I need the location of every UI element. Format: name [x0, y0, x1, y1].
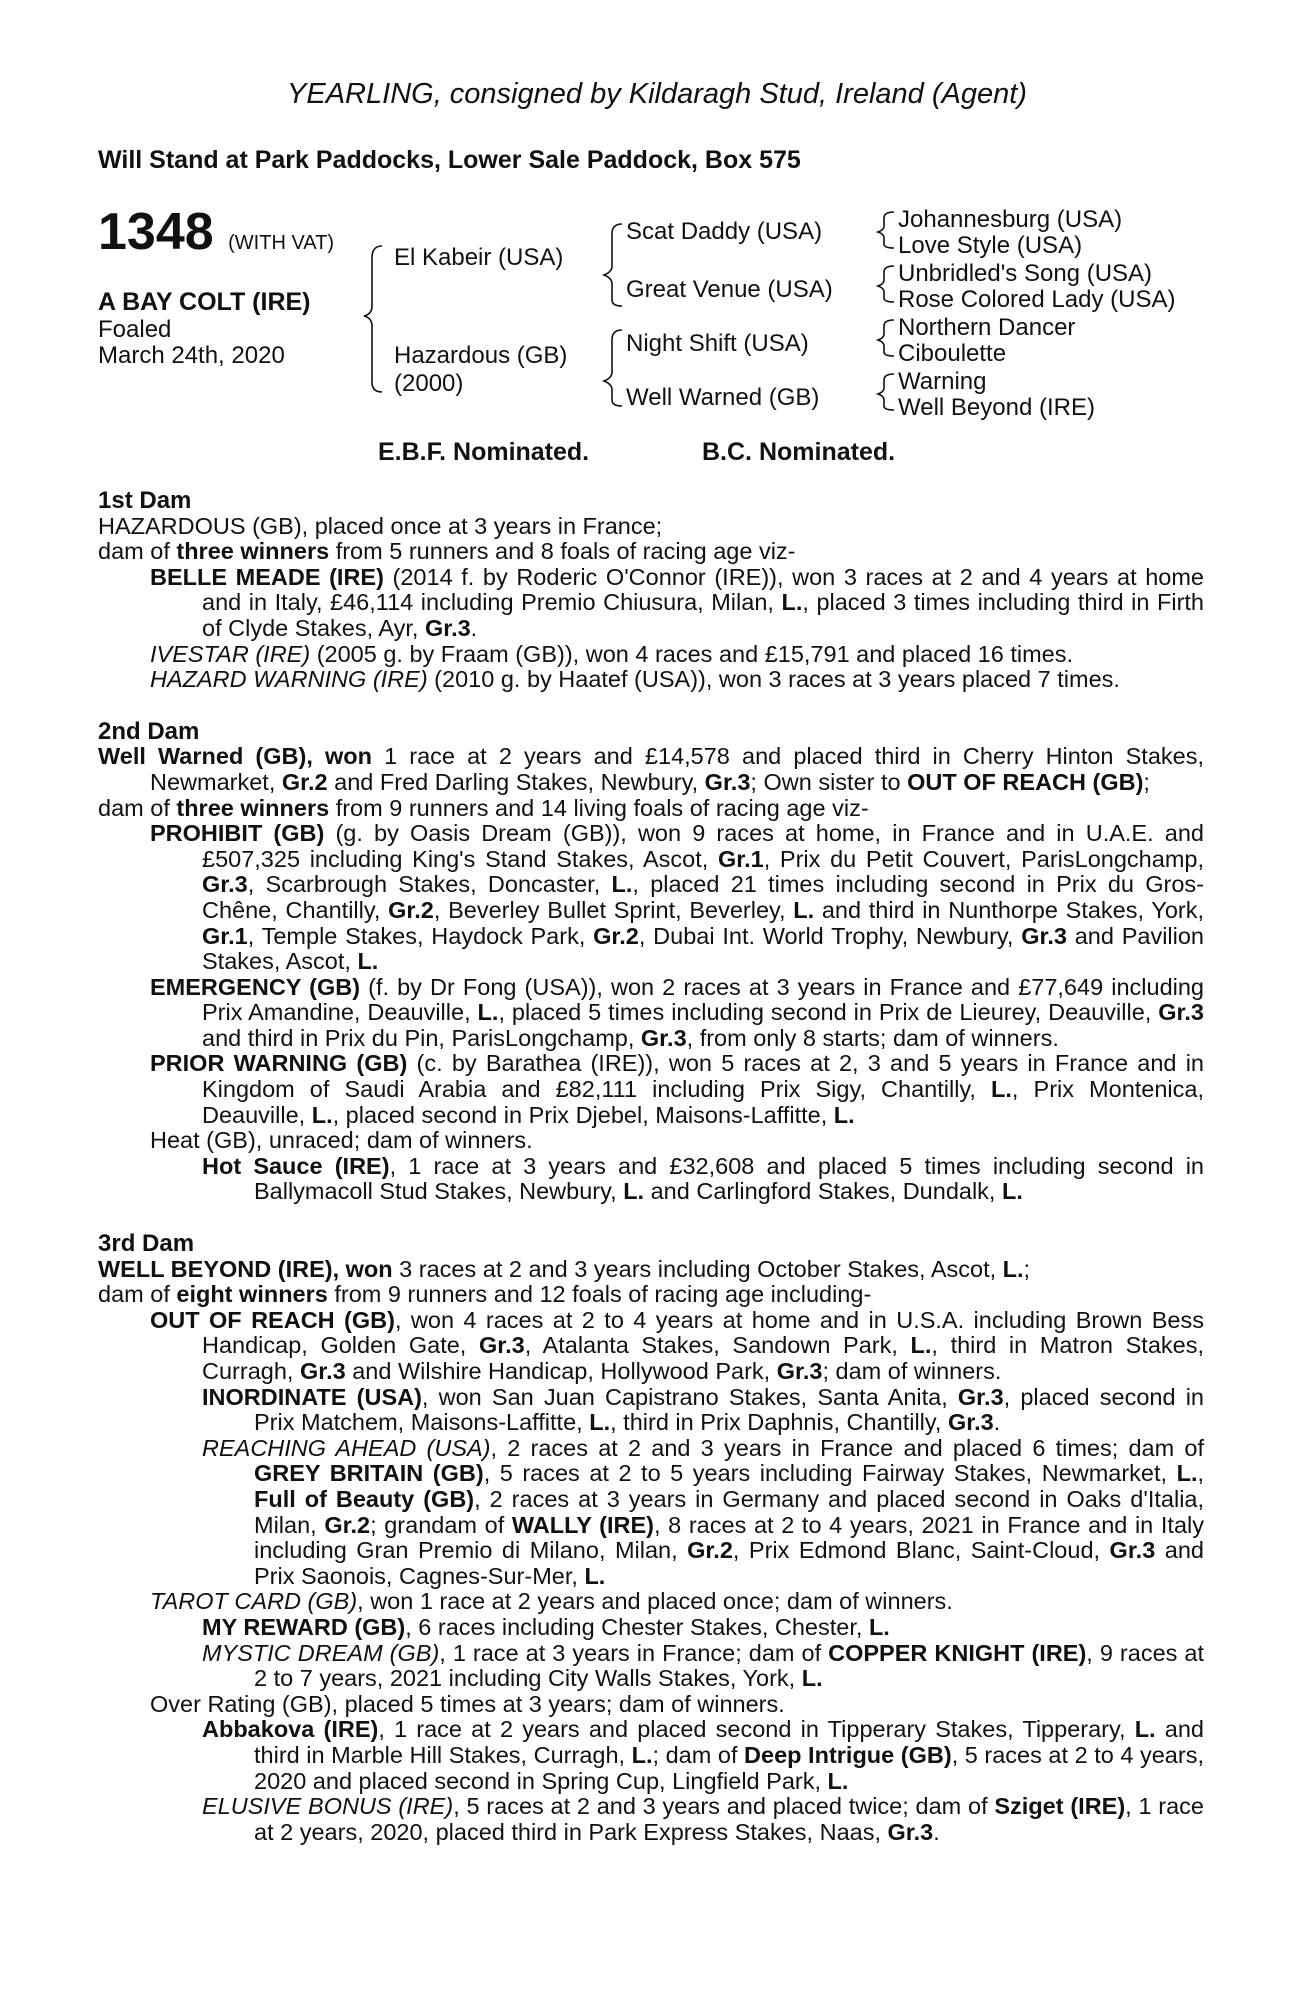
produce-my-reward [202, 1615, 1204, 1641]
horse-name: WELL BEYOND (IRE) [98, 1255, 333, 1282]
produce-hazard-warning [150, 667, 1204, 693]
text: , 6 races including Chester Stakes, Chester, [405, 1613, 869, 1640]
second-dam-record [98, 744, 1204, 795]
bc-nomination: B.C. Nominated. [702, 438, 896, 466]
winners-count: three winners [176, 538, 330, 565]
text: , won San Juan Capistrano Stakes, Santa Anita, [421, 1383, 958, 1410]
produce-abbakova [202, 1717, 1204, 1794]
horse-name: MYSTIC DREAM (GB) [202, 1639, 440, 1666]
horse-name: BELLE MEADE (IRE) [150, 563, 384, 590]
produce-elusive-bonus [202, 1794, 1204, 1845]
text: , 9 races at 2 to 7 years, 2021 including City Walls Stakes, York, [254, 1639, 1204, 1692]
horse-name: ELUSIVE BONUS (IRE) [202, 1793, 454, 1820]
produce-belle-meade [150, 565, 1204, 642]
text: ; [1143, 768, 1150, 795]
horse-name: Sziget (IRE) [994, 1793, 1126, 1820]
text: from 9 runners and 12 foals of racing age including- [327, 1281, 872, 1308]
race-grade: L. [1176, 1460, 1198, 1487]
race-grade: L. [991, 1076, 1012, 1103]
bracket-ss [878, 212, 894, 248]
race-grade: Gr.3 [478, 1332, 525, 1359]
horse-name: GREY BRITAIN (GB) [254, 1460, 484, 1487]
race-grade: Gr.3 [299, 1358, 346, 1384]
horse-name: Full of Beauty (GB) [254, 1485, 475, 1512]
text: and Fred Darling Stakes, Newbury, [327, 768, 705, 795]
race-grade: L. [589, 1409, 611, 1436]
bracket-dam [604, 330, 622, 406]
race-grade: Gr.2 [593, 922, 639, 949]
race-grade: Gr.3 [202, 871, 248, 898]
pedigree-dam-sire: Night Shift (USA) [626, 330, 809, 357]
text: , Prix Edmond Blanc, Saint-Cloud, [732, 1537, 1110, 1564]
text: ; dam of [652, 1741, 745, 1768]
race-grade: Gr.3 [424, 614, 471, 641]
horse-name: REACHING AHEAD (USA) [202, 1434, 491, 1461]
text: and third in Prix du Pin, ParisLongchamp, [202, 1024, 641, 1051]
first-dam-produce-line [98, 539, 1204, 565]
race-grade: L. [477, 999, 499, 1026]
horse-name: EMERGENCY (GB) [150, 973, 361, 1000]
text: , 1 race at 3 years in France; dam of [439, 1639, 829, 1666]
race-grade: Gr.3 [776, 1358, 823, 1384]
race-grade: L. [584, 1562, 606, 1589]
foaled-label: Foaled [98, 316, 172, 343]
race-grade: L. [357, 948, 379, 975]
text: , placed second in Prix Matchem, Maisons-Laffitte, [254, 1383, 1204, 1436]
race-grade: L. [793, 896, 815, 923]
pedigree-dam-year: (2000) [394, 370, 464, 397]
winners-count: three winners [176, 794, 330, 821]
text: , third in Matron Stakes, Curragh, [202, 1332, 1204, 1384]
race-grade: Gr.2 [687, 1537, 733, 1564]
horse-name: PROHIBIT (GB) [150, 820, 325, 847]
text: from 5 runners and 8 foals of racing age viz- [329, 538, 796, 565]
bracket-sd [878, 266, 894, 302]
text: , 5 races at 2 to 5 years including Fairway Stakes, Newmarket, [483, 1460, 1177, 1487]
race-grade: Gr.2 [281, 768, 328, 795]
text: (g. by Oasis Dream (GB)), won 9 races at home, in France and in U.A.E. and £507,325 including King's Stand Stakes, Ascot, [202, 820, 1204, 872]
produce-mystic-dream [202, 1641, 1204, 1692]
winners-count: eight winners [176, 1281, 328, 1308]
text: , placed 21 times including second in Prix du Gros-Chêne, Chantilly, [202, 871, 1204, 923]
horse-name: Deep Intrigue (GB) [744, 1741, 952, 1768]
text: and Carlingford Stakes, Dundalk, [644, 1178, 1002, 1205]
lot-number-value: 1348 [98, 203, 214, 261]
horse-name: INORDINATE (USA) [202, 1383, 422, 1410]
text: , Beverley Bullet Sprint, Beverley, [433, 896, 794, 923]
text: . [993, 1409, 1001, 1436]
text: , won 1 race at 2 years and placed once; dam of winners. [357, 1588, 953, 1615]
produce-over-rating: Over Rating (GB), placed 5 times at 3 years; dam of winners. [150, 1690, 785, 1717]
text: dam of [98, 794, 177, 821]
text: , won [306, 743, 372, 770]
first-dam-heading: 1st Dam [98, 487, 192, 514]
pedigree-dam-dam: Well Warned (GB) [626, 384, 820, 411]
pedigree-dam: Hazardous (GB) [394, 342, 568, 369]
horse-name: MY REWARD (GB) [202, 1613, 406, 1640]
text: and Wilshire Handicap, Hollywood Park, [345, 1358, 777, 1384]
text: . [933, 1818, 940, 1845]
pedigree-sd-sire: Unbridled's Song (USA) [898, 260, 1153, 287]
race-grade: L. [827, 1767, 849, 1794]
text: (2010 g. by Haatef (USA)), won 3 races at 3 years placed 7 times. [427, 666, 1120, 693]
race-grade: L. [910, 1332, 932, 1359]
text: (c. by Barathea (IRE)), won 5 races at 2, 3 and 5 years in France and in Kingdom of Saudi Arabia and £82,111 including Prix Sigy, Chantilly, [202, 1050, 1204, 1103]
race-grade: L. [868, 1613, 890, 1640]
race-grade: L. [311, 1101, 333, 1128]
text: from 9 runners and 14 living foals of racing age viz- [329, 794, 869, 821]
stand-location: Will Stand at Park Paddocks, Lower Sale Paddock, Box 575 [98, 146, 801, 174]
section-gap [98, 1205, 1204, 1231]
text: ; dam of winners. [822, 1358, 1002, 1384]
race-grade: L. [1134, 1716, 1156, 1743]
text: ; Own sister to [750, 768, 908, 795]
produce-hot-sauce [202, 1154, 1204, 1205]
horse-name: Abbakova (IRE) [202, 1716, 379, 1743]
produce-out-of-reach [150, 1308, 1204, 1385]
race-grade: Gr.3 [704, 768, 751, 795]
horse-name: WALLY (IRE) [511, 1511, 654, 1538]
pedigree-ds-dam: Ciboulette [898, 340, 1007, 367]
text: , 2 races at 3 years in Germany and placed second in Oaks d'Italia, Milan, [254, 1485, 1205, 1538]
foaled-date: March 24th, 2020 [98, 342, 285, 369]
third-dam-produce-line [98, 1282, 1204, 1308]
race-grade: L. [1002, 1255, 1024, 1282]
produce-tarot-card [150, 1589, 1204, 1615]
pedigree-sire: El Kabeir (USA) [394, 244, 564, 271]
text: , 5 races at 2 and 3 years and placed twice; dam of [453, 1793, 995, 1820]
text: , from only 8 starts; dam of winners. [686, 1024, 1059, 1051]
text: . [470, 614, 478, 641]
text: , Scarbrough Stakes, Doncaster, [247, 871, 612, 898]
text: ; grandam of [370, 1511, 512, 1538]
race-grade: Gr.3 [957, 1383, 1004, 1410]
horse-name: OUT OF REACH (GB) [907, 768, 1144, 795]
race-grade: Gr.2 [324, 1511, 371, 1538]
text: , 1 race at 2 years, 2020, placed third in Park Express Stakes, Naas, [254, 1793, 1205, 1845]
race-grade: L. [611, 871, 633, 898]
ebf-nomination: E.B.F. Nominated. [378, 438, 590, 466]
bracket-sire [604, 224, 622, 306]
produce-record [98, 488, 1204, 1845]
text: , 5 races at 2 to 4 years, 2020 and placed second in Spring Cup, Lingfield Park, [254, 1741, 1204, 1794]
text: dam of [98, 538, 177, 565]
race-grade: Gr.1 [717, 845, 764, 872]
race-grade: Gr.3 [887, 1818, 934, 1845]
text: , Temple Stakes, Haydock Park, [247, 922, 594, 949]
pedigree-ds-sire: Northern Dancer [898, 314, 1076, 341]
horse-name: HAZARD WARNING (IRE) [150, 666, 428, 693]
third-dam-record [98, 1257, 1204, 1283]
consignor-header: YEARLING, consigned by Kildaragh Stud, Ireland (Agent) [287, 78, 1027, 110]
lot-description: A BAY COLT (IRE) [98, 288, 311, 316]
text: and Pavilion Stakes, Ascot, [202, 922, 1204, 975]
horse-name: OUT OF REACH (GB) [150, 1306, 395, 1333]
section-gap [98, 693, 1204, 719]
text: , 2 races at 2 and 3 years in France and placed 6 times; dam of [490, 1434, 1204, 1461]
text: 3 races at 2 and 3 years including October Stakes, Ascot, [392, 1255, 1003, 1282]
horse-name: IVESTAR (IRE) [150, 640, 311, 667]
text: ; [1023, 1255, 1031, 1282]
race-grade: Gr.1 [202, 922, 248, 949]
horse-name: TAROT CARD (GB) [150, 1588, 358, 1615]
horse-name: Hot Sauce (IRE) [202, 1152, 390, 1179]
race-grade: Gr.2 [388, 896, 434, 923]
produce-ivestar [150, 642, 1204, 668]
text: , won [332, 1255, 393, 1282]
produce-prior-warning [150, 1051, 1204, 1128]
text: dam of [98, 1281, 177, 1308]
text: , placed 3 times including third in Firth of Clyde Stakes, Ayr, [202, 589, 1204, 641]
race-grade: L. [801, 1665, 823, 1692]
horse-name: PRIOR WARNING (GB) [150, 1050, 408, 1077]
race-grade: Gr.3 [640, 1024, 687, 1051]
text: , placed second in Prix Djebel, Maisons-Laffitte, [332, 1101, 834, 1128]
text: 1 race at 2 years and £14,578 and placed third in Cherry Hinton Stakes, Newmarket, [150, 743, 1204, 795]
pedigree-ss-dam: Love Style (USA) [898, 232, 1083, 259]
race-grade: L. [833, 1101, 855, 1128]
text: , third in Prix Daphnis, Chantilly, [610, 1409, 948, 1436]
pedigree-sire-sire: Scat Daddy (USA) [626, 218, 823, 245]
text: , 1 race at 2 years and placed second in Tipperary Stakes, Tipperary, [378, 1716, 1135, 1743]
race-grade: Gr.3 [1158, 999, 1204, 1026]
text: , Prix du Petit Couvert, ParisLongchamp, [763, 845, 1204, 872]
first-dam-summary: HAZARDOUS (GB), placed once at 3 years in France; [98, 512, 663, 539]
text: , won 4 races at 2 to 4 years at home and in U.S.A. including Brown Bess Handicap, Golden Gate, [202, 1306, 1204, 1359]
pedigree-dd-dam: Well Beyond (IRE) [898, 394, 1095, 421]
race-grade: Gr.3 [1021, 922, 1067, 949]
text: and third in Nunthorpe Stakes, York, [814, 896, 1204, 923]
text: and Prix Saonois, Cagnes-Sur-Mer, [254, 1537, 1204, 1589]
produce-reaching-ahead [202, 1436, 1204, 1590]
text: , placed 5 times including second in Prix de Lieurey, Deauville, [498, 999, 1159, 1026]
produce-heat: Heat (GB), unraced; dam of winners. [150, 1127, 533, 1154]
text: (2014 f. by Roderic O'Connor (IRE)), won 3 races at 2 and 4 years at home and in Italy, £46,114 including Premio Chiusura, Milan, [202, 563, 1205, 616]
produce-inordinate [202, 1385, 1204, 1436]
text: , Prix Montenica, Deauville, [202, 1076, 1205, 1128]
second-dam-produce-line [98, 796, 1204, 822]
race-grade: L. [1002, 1178, 1023, 1205]
bracket-ds [878, 320, 894, 356]
text: , Dubai Int. World Trophy, Newbury, [638, 922, 1022, 949]
bracket-dd [878, 374, 894, 410]
text: , Atalanta Stakes, Sandown Park, [524, 1332, 911, 1359]
bracket-main [364, 246, 382, 392]
vat-note: (WITH VAT) [228, 232, 335, 254]
produce-emergency [150, 975, 1204, 1052]
race-grade: L. [781, 589, 803, 616]
text: and third in Marble Hill Stakes, Curragh, [254, 1716, 1204, 1768]
race-grade: Gr.3 [1109, 1537, 1156, 1564]
pedigree-sire-dam: Great Venue (USA) [626, 276, 833, 303]
horse-name: COPPER KNIGHT (IRE) [828, 1639, 1087, 1666]
race-grade: Gr.3 [947, 1409, 994, 1436]
produce-prohibit [150, 821, 1204, 975]
race-grade: L. [631, 1741, 653, 1768]
pedigree-sd-dam: Rose Colored Lady (USA) [898, 286, 1176, 313]
pedigree-ss-sire: Johannesburg (USA) [898, 206, 1123, 233]
text: , [1197, 1460, 1205, 1487]
second-dam-heading: 2nd Dam [98, 717, 200, 745]
text: , 1 race at 3 years and £32,608 and placed 5 times including second in Ballymacoll Stud Stakes, Newbury, [254, 1152, 1205, 1205]
horse-name: Well Warned (GB) [98, 743, 307, 770]
text: (f. by Dr Fong (USA)), won 2 races at 3 years in France and £77,649 including Prix Amandine, Deauville, [202, 973, 1204, 1026]
third-dam-heading: 3rd Dam [98, 1230, 195, 1258]
race-grade: L. [623, 1178, 645, 1205]
text: (2005 g. by Fraam (GB)), won 4 races and £15,791 and placed 16 times. [310, 640, 1074, 667]
pedigree-dd-sire: Warning [898, 368, 987, 395]
text: , 8 races at 2 to 4 years, 2021 in France and in Italy including Gran Premio di Milano, Milan, [254, 1511, 1204, 1564]
